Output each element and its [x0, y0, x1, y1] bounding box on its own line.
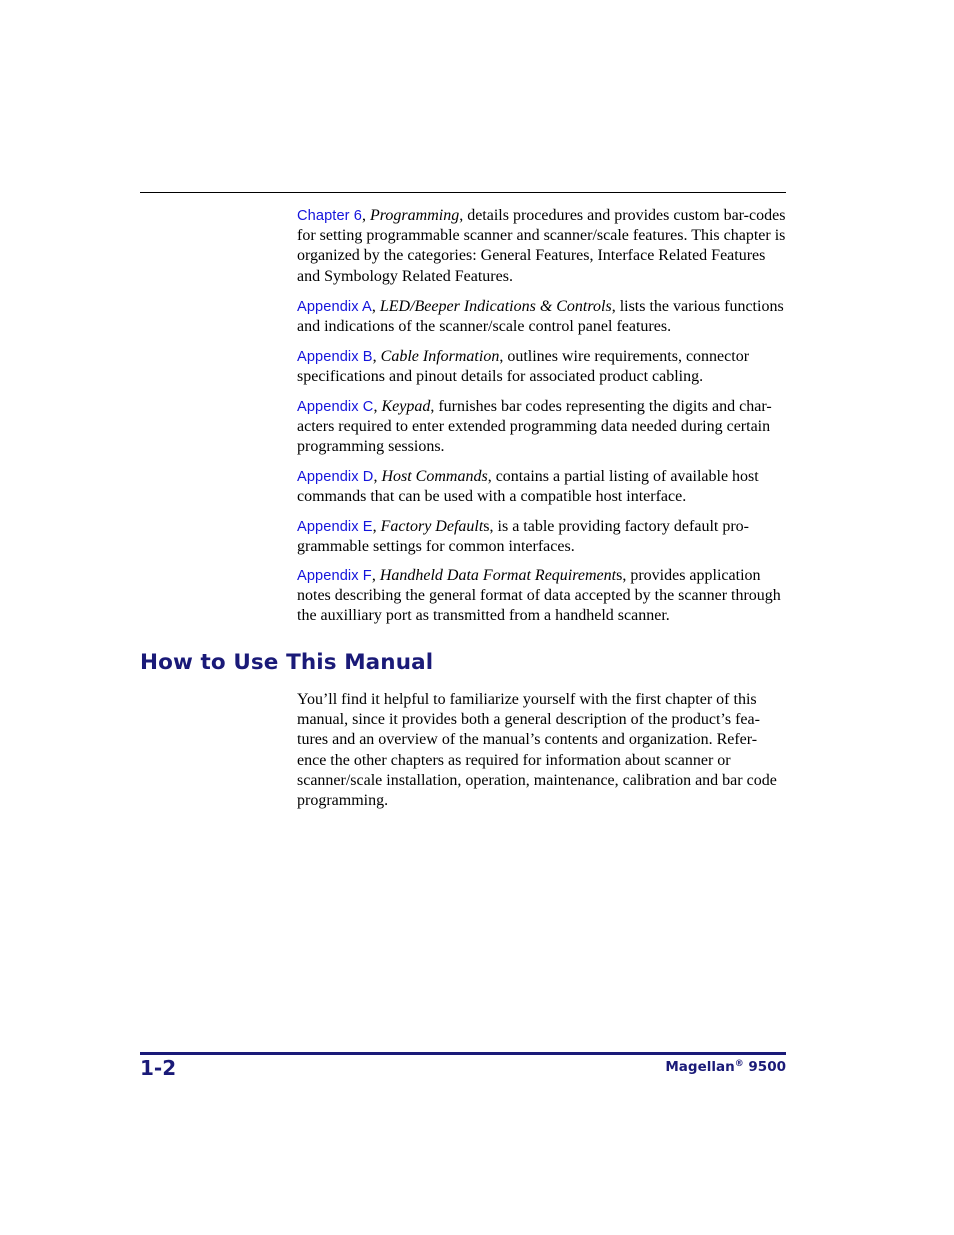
chapter-listing-entry — [297, 206, 786, 287]
appendix-f-entry: Appendix F, Handheld Data Format Requirements, provides application notes describing the general format of data accepted by the scanner through the auxilliary port as transmitted from a handheld scanner. — [297, 567, 781, 625]
chapter-6-entry: Chapter 6, Programming, details procedures and provides custom bar-codes for setting programmable scanner and scanner/scale features. This chapter is organized by the categories: General Features, Interface Related Features and Symbology Related Features. — [297, 207, 786, 285]
appendix-f-title: Handheld Data Format Requirement — [379, 567, 617, 584]
appendix-c-link[interactable]: Appendix C — [297, 399, 374, 415]
appendix-c-description: , furnishes bar codes representing the digits and char-acters required to enter extended programming data needed during certain programming sessions. — [297, 398, 772, 456]
appendix-c-entry: Appendix C, Keypad, furnishes bar codes representing the digits and char-acters required to enter extended programming data needed during certain programming sessions. — [297, 398, 772, 456]
top-rule — [140, 192, 786, 193]
page-number: 1-2 — [140, 1056, 177, 1080]
appendix-b-entry: Appendix B, Cable Information, outlines wire requirements, connector specifications and pinout details for associated product cabling. — [297, 348, 750, 386]
appendix-a-block — [297, 297, 786, 337]
appendix-b-block — [297, 347, 786, 387]
chapter-6-title: Programming — [370, 207, 460, 224]
appendix-e-entry: Appendix E, Factory Defaults, is a table providing factory default pro-grammable settings for common interfaces. — [297, 518, 749, 556]
appendix-d-title: Host Commands — [381, 468, 488, 485]
footer-rule — [140, 1052, 786, 1055]
chapter-6-description: , details procedures and provides custom bar-codes for setting programmable scanner and scanner/scale features. This chapter is organized by the categories: General Features, Interface Related Features and Symbology Related Features. — [297, 207, 786, 285]
registered-mark: ® — [734, 1059, 744, 1069]
appendix-e-title: Factory Default — [380, 518, 484, 535]
appendix-d-block — [297, 467, 786, 507]
appendix-f-description: s, provides application notes describing the general format of data accepted by the scanner through the auxilliary port as transmitted from a handheld scanner. — [297, 567, 781, 625]
section-body-block — [297, 690, 786, 811]
appendix-a-description: , lists the various functions and indications of the scanner/scale control panel features. — [297, 298, 784, 336]
appendix-d-entry: Appendix D, Host Commands, contains a partial listing of available host commands that can be used with a compatible host interface. — [297, 468, 759, 506]
appendix-b-link[interactable]: Appendix B — [297, 349, 373, 365]
appendix-a-title: LED/Beeper Indications & Controls — [379, 298, 612, 315]
appendix-a-entry: Appendix A, LED/Beeper Indications & Controls, lists the various functions and indications of the scanner/scale control panel features. — [297, 298, 784, 336]
appendix-e-block — [297, 517, 786, 557]
appendix-c-title: Keypad — [381, 398, 431, 415]
appendix-f-block — [297, 566, 786, 627]
product-model: 9500 — [743, 1059, 786, 1075]
appendix-b-title: Cable Information — [380, 348, 500, 365]
appendix-e-description: s, is a table providing factory default pro-grammable settings for common interfaces. — [297, 518, 749, 556]
product-name-text: Magellan — [665, 1059, 735, 1075]
appendix-f-link[interactable]: Appendix F — [297, 568, 372, 584]
chapter-6-link[interactable]: Chapter 6 — [297, 208, 362, 224]
appendix-c-block — [297, 397, 786, 458]
appendix-e-link[interactable]: Appendix E — [297, 519, 373, 535]
appendix-b-description: , outlines wire requirements, connector specifications and pinout details for associated product cabling. — [297, 348, 750, 386]
appendix-d-link[interactable]: Appendix D — [297, 469, 374, 485]
section-heading: How to Use This Manual — [140, 650, 434, 675]
product-name — [665, 1059, 786, 1075]
section-body-paragraph: You’ll find it helpful to familiarize yourself with the first chapter of this manual, since it provides both a general description of the product’s fea-tures and an overview of the manual’s contents and organization. Refer-ence the other chapters as required for information about scanner or scanner/scale installation, operation, maintenance, calibration and bar code programming. — [297, 691, 777, 810]
appendix-a-link[interactable]: Appendix A — [297, 299, 372, 315]
appendix-d-description: , contains a partial listing of available host commands that can be used with a compatible host interface. — [297, 468, 759, 506]
